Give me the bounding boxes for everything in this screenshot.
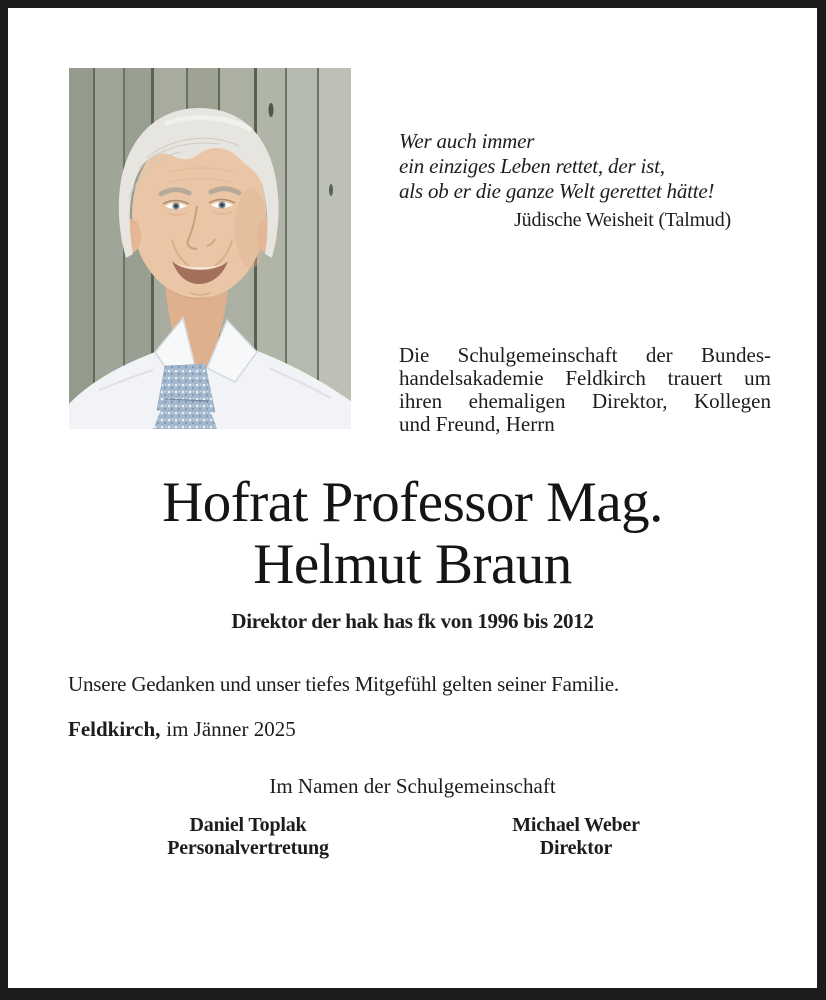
place-date-line bbox=[68, 717, 296, 742]
closing-line: Im Namen der Schulgemeinschaft bbox=[269, 774, 556, 798]
signature-left bbox=[108, 814, 388, 860]
deceased-name-headline bbox=[8, 472, 817, 596]
quote-line-2: ein einziges Leben rettet, der ist, bbox=[399, 154, 665, 178]
intro-line-3: ihren ehemaligen Direktor, Kollegen bbox=[399, 389, 771, 413]
deceased-name-line: Helmut Braun bbox=[253, 533, 572, 596]
quote-attribution: Jüdische Weisheit (Talmud) bbox=[514, 209, 731, 231]
place-label: Feldkirch, bbox=[68, 717, 161, 741]
intro-line-2: handelsakademie Feldkirch trauert um bbox=[399, 366, 771, 390]
intro-paragraph bbox=[399, 344, 771, 436]
signature-name: Daniel Toplak bbox=[189, 814, 307, 836]
deceased-title-line: Hofrat Professor Mag. bbox=[162, 471, 663, 534]
signature-role: Direktor bbox=[539, 837, 613, 859]
intro-line-4: und Freund, Herrn bbox=[399, 412, 555, 436]
signature-role: Personalvertretung bbox=[167, 837, 329, 859]
deceased-role: Direktor der hak has fk von 1996 bis 2012 bbox=[231, 609, 594, 633]
signature-name: Michael Weber bbox=[512, 814, 640, 836]
quote-line-3: als ob er die ganze Welt gerettet hätte! bbox=[399, 179, 715, 203]
quote-line-1: Wer auch immer bbox=[399, 129, 535, 153]
quote-block bbox=[399, 129, 733, 233]
intro-line-1: Die Schulgemeinschaft der Bundes- bbox=[399, 343, 771, 367]
portrait-illustration bbox=[69, 68, 351, 429]
portrait-photo bbox=[69, 68, 351, 429]
date-label: im Jänner 2025 bbox=[166, 717, 296, 741]
signature-right bbox=[436, 814, 716, 860]
condolence-text: Unsere Gedanken und unser tiefes Mitgefühl gelten seiner Familie. bbox=[68, 672, 619, 696]
